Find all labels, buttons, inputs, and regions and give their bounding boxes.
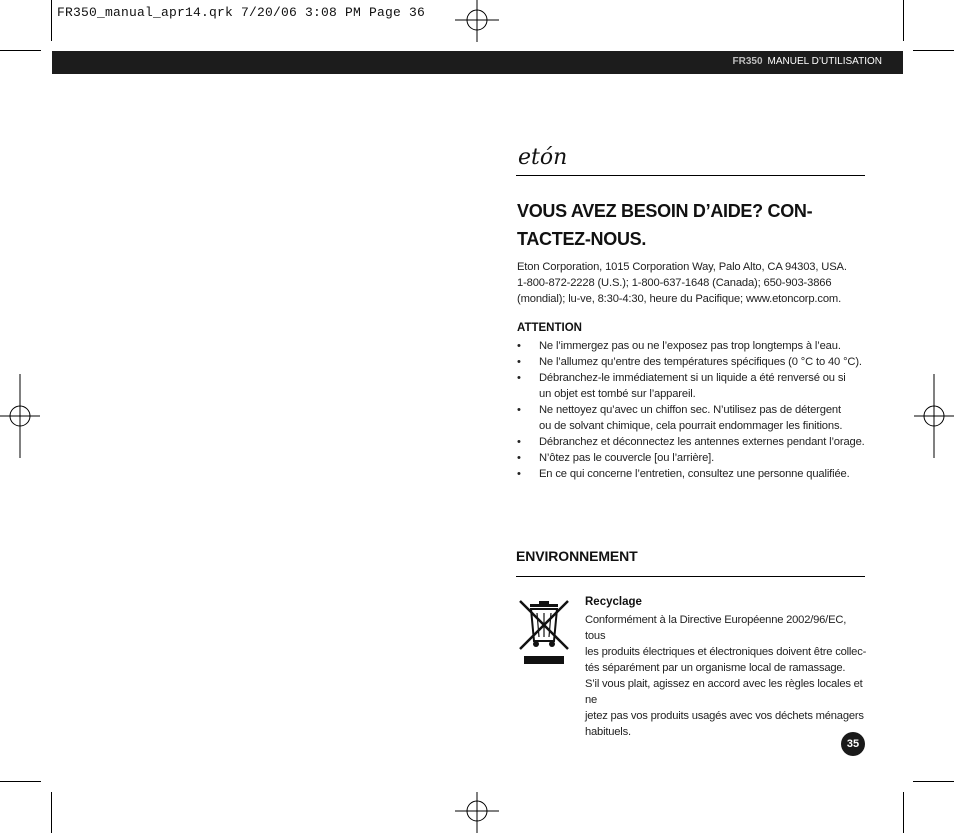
list-item-text: Ne l’immergez pas ou ne l’exposez pas trop longtemps à l’eau. bbox=[539, 340, 841, 352]
weee-crossed-bin-icon bbox=[516, 597, 572, 669]
header-title bbox=[733, 56, 882, 67]
title-line-2: TACTEZ-NOUS. bbox=[517, 229, 647, 249]
address-line: 1-800-872-2228 (U.S.); 1-800-637-1648 (Canada); 650-903-3866 bbox=[517, 277, 832, 289]
header-manual-title: MANUEL D’UTILISATION bbox=[767, 56, 882, 67]
list-item bbox=[517, 434, 867, 450]
print-slug: FR350_manual_apr14.qrk 7/20/06 3:08 PM Page 36 bbox=[57, 5, 426, 20]
recycling-line: tés séparément par un organisme local de ramassage. bbox=[585, 662, 846, 674]
list-item bbox=[517, 402, 867, 434]
bullet-icon: • bbox=[517, 468, 521, 480]
header-band bbox=[52, 51, 903, 74]
list-item bbox=[517, 338, 867, 354]
recycling-title: Recyclage bbox=[585, 596, 642, 608]
page-title bbox=[517, 197, 812, 253]
address-line: Eton Corporation, 1015 Corporation Way, Palo Alto, CA 94303, USA. bbox=[517, 261, 847, 273]
recycling-line: Conformément à la Directive Européenne 2002/96/EC, tous bbox=[585, 614, 847, 642]
list-item bbox=[517, 370, 867, 402]
list-item bbox=[517, 450, 867, 466]
header-model: FR350 bbox=[732, 56, 763, 67]
recycling-line: S’il vous plait, agissez en accord avec les règles locales et ne bbox=[585, 678, 863, 706]
recycling-line: les produits électriques et électroniques doivent être collec- bbox=[585, 646, 867, 658]
eton-logo-icon bbox=[517, 145, 609, 171]
registration-mark-right-icon bbox=[914, 374, 954, 458]
bullet-icon: • bbox=[517, 404, 521, 416]
list-item-text: Ne nettoyez qu’avec un chiffon sec. N’utilisez pas de détergent bbox=[539, 404, 841, 416]
attention-list bbox=[517, 338, 867, 482]
list-item-text: En ce qui concerne l’entretien, consultez une personne qualifiée. bbox=[539, 468, 850, 480]
page-number: 35 bbox=[841, 732, 865, 756]
registration-mark-bottom-icon bbox=[455, 792, 499, 833]
list-item-text: un objet est tombé sur l’appareil. bbox=[539, 388, 696, 400]
environment-heading: ENVIRONNEMENT bbox=[516, 548, 638, 564]
bullet-icon: • bbox=[517, 340, 521, 352]
list-item-text: Débranchez-le immédiatement si un liquide a été renversé ou si bbox=[539, 372, 846, 384]
title-line-1: VOUS AVEZ BESOIN D’AIDE? CON- bbox=[517, 201, 813, 221]
recycling-line: habituels. bbox=[585, 726, 631, 738]
address-line: (mondial); lu-ve, 8:30-4:30, heure du Pacifique; www.etoncorp.com. bbox=[517, 293, 842, 305]
attention-heading: ATTENTION bbox=[517, 322, 582, 334]
environment-rule bbox=[516, 576, 865, 577]
registration-mark-top-icon bbox=[455, 0, 499, 42]
list-item bbox=[517, 466, 867, 482]
bullet-icon: • bbox=[517, 436, 521, 448]
list-item-text: Débranchez et déconnectez les antennes externes pendant l’orage. bbox=[539, 436, 865, 448]
logo-text: etón bbox=[518, 145, 568, 170]
registration-mark-left-icon bbox=[0, 374, 40, 458]
list-item-text: ou de solvant chimique, cela pourrait endommager les finitions. bbox=[539, 420, 843, 432]
recycling-line: jetez pas vos produits usagés avec vos déchets ménagers bbox=[585, 710, 864, 722]
bullet-icon: • bbox=[517, 452, 521, 464]
bullet-icon: • bbox=[517, 356, 521, 368]
bullet-icon: • bbox=[517, 372, 521, 384]
list-item-text: Ne l’allumez qu’entre des températures spécifiques (0 °C to 40 °C). bbox=[539, 356, 862, 368]
recycling-text bbox=[585, 612, 869, 740]
list-item-text: N’ôtez pas le couvercle [ou l’arrière]. bbox=[539, 452, 715, 464]
list-item bbox=[517, 354, 867, 370]
contact-address bbox=[517, 259, 867, 307]
logo-rule bbox=[516, 175, 865, 176]
